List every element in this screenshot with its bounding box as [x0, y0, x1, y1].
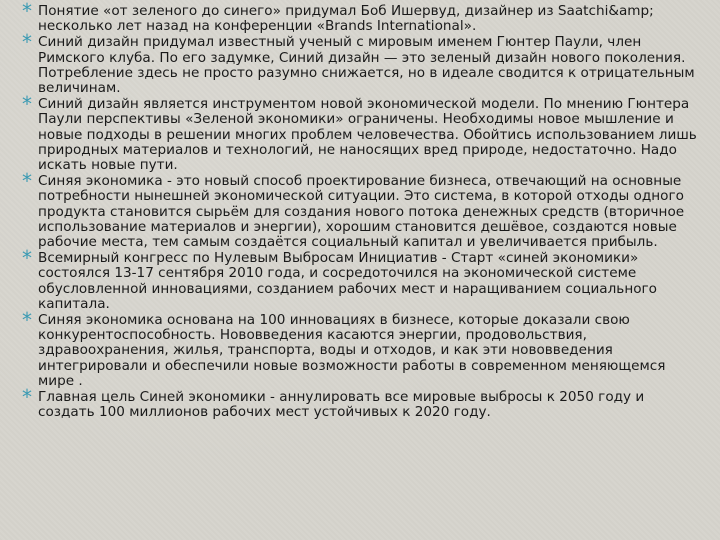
bullet-asterisk-icon: *: [22, 30, 32, 55]
bullet-asterisk-icon: *: [22, 385, 32, 410]
bullet-list: [22, 0, 698, 421]
bullet-asterisk-icon: *: [22, 308, 32, 333]
bullet-item: [22, 308, 698, 389]
bullet-item: [22, 385, 698, 421]
bullet-text: Всемирный конгресс по Нулевым Выбросам Инициатив - Старт «синей экономики» состоялся 13-17 сентября 2010 года, и сосредоточился на экономической системе обусловленной инновациями, созданием рабочих мест и наращиванием социального капитала.: [38, 250, 657, 312]
bullet-text: Синий дизайн является инструментом новой экономической модели. По мнению Гюнтера Паули перспективы «Зеленой экономики» ограничены. Необходимы новое мышление и новые подходы в решении многих проблем человечества. Обойтись использованием лишь природных материалов и технологий, не наносящих вред природе, недостаточно. Надо искать новые пути.: [38, 96, 697, 174]
bullet-item: [22, 92, 698, 174]
bullet-text: Синяя экономика - это новый способ проектирование бизнеса, отвечающий на основные потребности нынешней экономической ситуации. Это система, в которой отходы одного продукта становится сырьём для создания нового потока денежных средств (вторичное использование материалов и энергии), хорошим становится дешёвое, создаются новые рабочие места, тем самым создаётся социальный капитал и увеличивается прибыль.: [38, 173, 685, 251]
bullet-text: Главная цель Синей экономики - аннулировать все мировые выбросы к 2050 году и создать 100 миллионов рабочих мест устойчивых к 2020 году.: [38, 389, 645, 421]
bullet-text: Синий дизайн придумал известный ученый с мировым именем Гюнтер Паули, член Римского клуба. По его задумке, Синий дизайн — это зеленый дизайн нового поколения. Потребление здесь не просто разумно снижается, но в идеале сводится к отрицательным величинам.: [38, 34, 695, 97]
bullet-asterisk-icon: *: [22, 246, 32, 271]
bullet-text: Понятие «от зеленого до синего» придумал Боб Ишервуд, дизайнер из Saatchi&amp; несколько лет назад на конференции «Brands International».: [38, 3, 654, 35]
bullet-asterisk-icon: *: [22, 92, 32, 117]
bullet-item: [22, 246, 698, 312]
bullet-asterisk-icon: *: [22, 0, 32, 23]
bullet-item: [22, 30, 698, 97]
bullet-item: [22, 0, 698, 35]
bullet-asterisk-icon: *: [22, 169, 32, 194]
bullet-item: [22, 169, 698, 251]
bullet-text: Синяя экономика основана на 100 инновациях в бизнесе, которые доказали свою конкурентоспособность. Нововведения касаются энергии, продовольствия, здравоохранения, жилья, транспорта, воды и отходов, и как эти нововведения интегрировали и обеспечили новые возможности работы в современном меняющемся мире .: [38, 312, 666, 389]
